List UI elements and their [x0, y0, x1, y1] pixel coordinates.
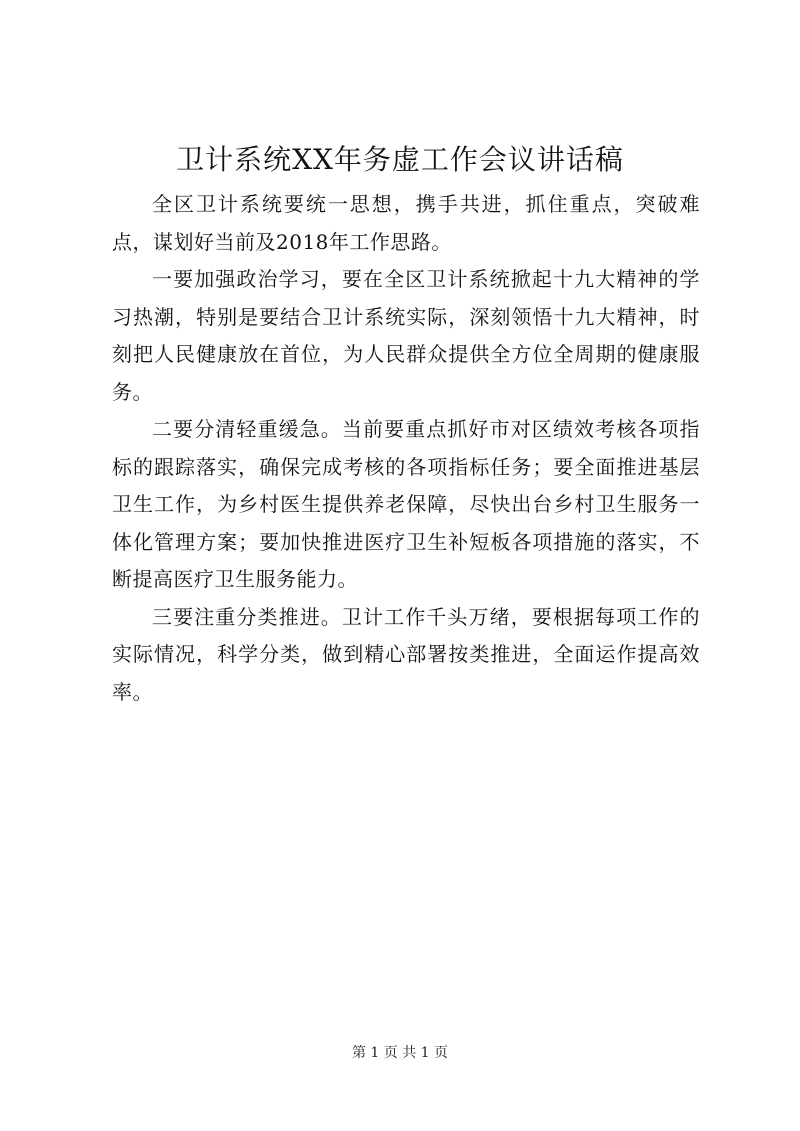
paragraph-priorities: 二要分清轻重缓急。当前要重点抓好市对区绩效考核各项指标的跟踪落实，确保完成考核的各项指标任务；要全面推进基层卫生工作，为乡村医生提供养老保障，尽快出台乡村卫生服务一体化管理方案；要加快推进医疗卫生补短板各项措施的落实，不断提高医疗卫生服务能力。	[112, 417, 700, 591]
paragraph-political-study: 一要加强政治学习，要在全区卫计系统掀起十九大精神的学习热潮，特别是要结合卫计系统实际，深刻领悟十九大精神，时刻把人民健康放在首位，为人民群众提供全方位全周期的健康服务。	[112, 267, 700, 404]
paragraph-intro: 全区卫计系统要统一思想，携手共进，抓住重点，突破难点，谋划好当前及2018年工作思路。	[112, 192, 700, 254]
document-title: 卫计系统XX年务虚工作会议讲话稿	[176, 143, 624, 176]
page-number-footer: 第 1 页 共 1 页	[351, 1045, 449, 1061]
paragraph-classification: 三要注重分类推进。卫计工作千头万绪，要根据每项工作的实际情况，科学分类，做到精心部署按类推进，全面运作提高效率。	[112, 604, 700, 704]
document-body	[112, 186, 700, 711]
